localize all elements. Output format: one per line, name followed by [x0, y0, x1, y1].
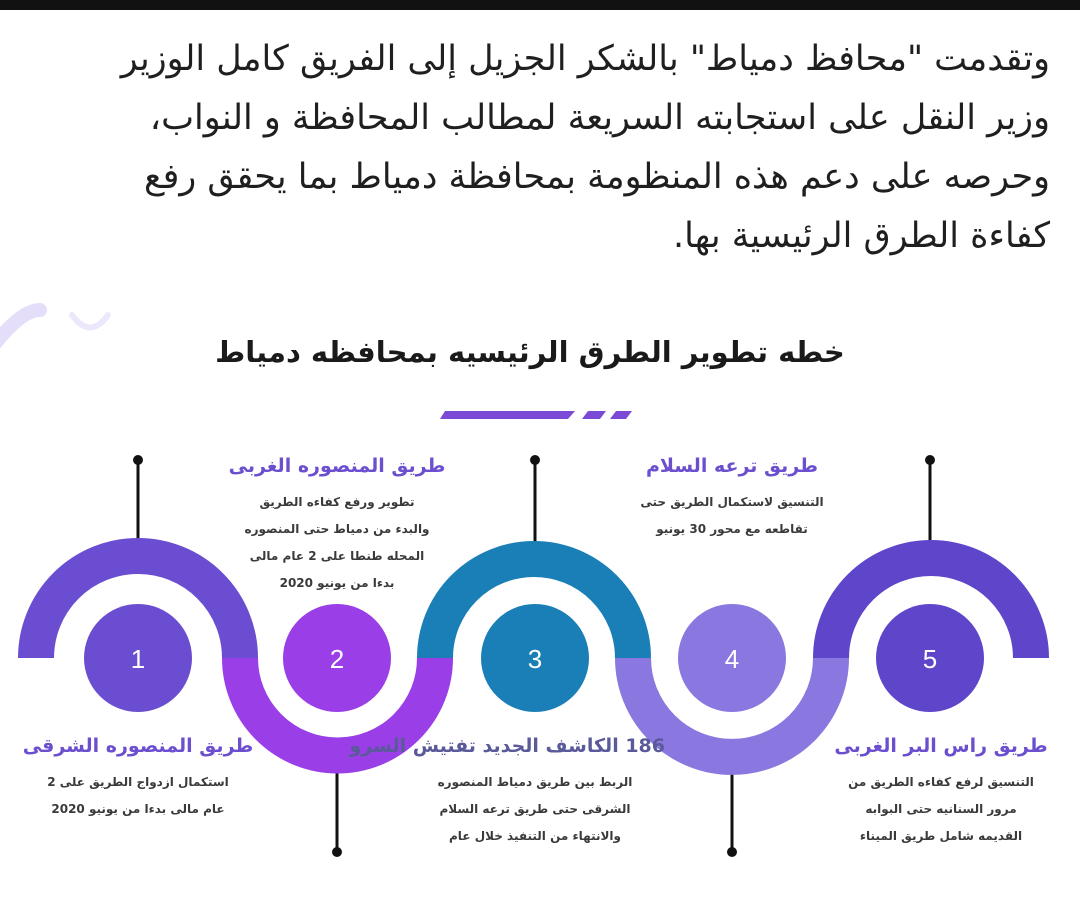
article-line-1: وتقدمت "محافظ دمياط" بالشكر الجزيل إلى الفريق كامل الوزير — [120, 39, 1050, 79]
step-1-title: طريق المنصوره الشرقى — [22, 735, 254, 757]
step-3-label — [349, 735, 665, 850]
step-number-1: 1 — [130, 644, 146, 674]
title-underline — [440, 405, 640, 425]
step-3-desc-2: الشرقى حتى طريق ترعه السلام — [439, 802, 631, 816]
step-number-2: 2 — [329, 644, 345, 674]
top-bar — [0, 0, 1080, 10]
step-2-desc-2: والبدء من دمياط حتى المنصوره — [244, 522, 430, 536]
step-2-desc-1: تطوير ورفع كفاءه الطريق — [259, 495, 415, 509]
decorative-arc — [0, 300, 130, 360]
step-4-desc-2: تقاطعه مع محور 30 يونيو — [656, 522, 808, 536]
step-5-desc-1: التنسيق لرفع كفاءه الطريق من — [848, 775, 1034, 789]
step-5-label — [826, 735, 1056, 850]
step-2-label — [222, 455, 452, 597]
infographic-title: خطه تطوير الطرق الرئيسيه بمحافظه دمياط — [215, 335, 845, 369]
article-line-4: كفاءة الطرق الرئيسية بها. — [673, 216, 1050, 256]
step-2-desc-3: المحله طنطا على 2 عام مالى — [249, 549, 425, 563]
step-4-label — [617, 455, 847, 543]
step-3-desc-1: الربط بين طريق دمياط المنصوره — [437, 775, 633, 789]
connector-dot-2 — [332, 847, 342, 857]
step-5-desc-3: القديمه شامل طريق الميناء — [859, 829, 1023, 843]
step-5-title: طريق راس البر الغربى — [834, 735, 1048, 757]
step-4-title: طريق ترعه السلام — [646, 455, 818, 477]
connector-dot-4 — [727, 847, 737, 857]
connector-dot-3 — [530, 455, 540, 465]
step-3-desc-3: والانتهاء من التنفيذ خلال عام — [449, 829, 621, 843]
step-5-desc-2: مرور السنانيه حتى البوابه — [865, 802, 1017, 816]
step-1-label — [20, 735, 256, 823]
article-text — [40, 30, 1050, 266]
article-line-2: وزير النقل على استجابته السريعة لمطالب المحافظة و النواب، — [149, 98, 1050, 138]
step-1-desc-1: استكمال ازدواج الطريق على 2 — [47, 775, 229, 789]
connector-dot-1 — [133, 455, 143, 465]
step-4-desc-1: التنسيق لاستكمال الطريق حتى — [640, 495, 824, 509]
step-number-3: 3 — [527, 644, 543, 674]
step-number-5: 5 — [922, 644, 938, 674]
step-number-4: 4 — [724, 644, 740, 674]
step-3-title: 186 الكاشف الجديد تفتيش السرو — [349, 735, 665, 757]
article-line-3: وحرصه على دعم هذه المنظومة بمحافظة دمياط بما يحقق رفع — [143, 157, 1050, 197]
step-2-title: طريق المنصوره الغربى — [228, 455, 446, 477]
step-1-desc-2: عام مالى بدءا من يونيو 2020 — [51, 802, 225, 816]
connector-dot-5 — [925, 455, 935, 465]
step-2-desc-4: بدءا من يونيو 2020 — [279, 576, 395, 590]
